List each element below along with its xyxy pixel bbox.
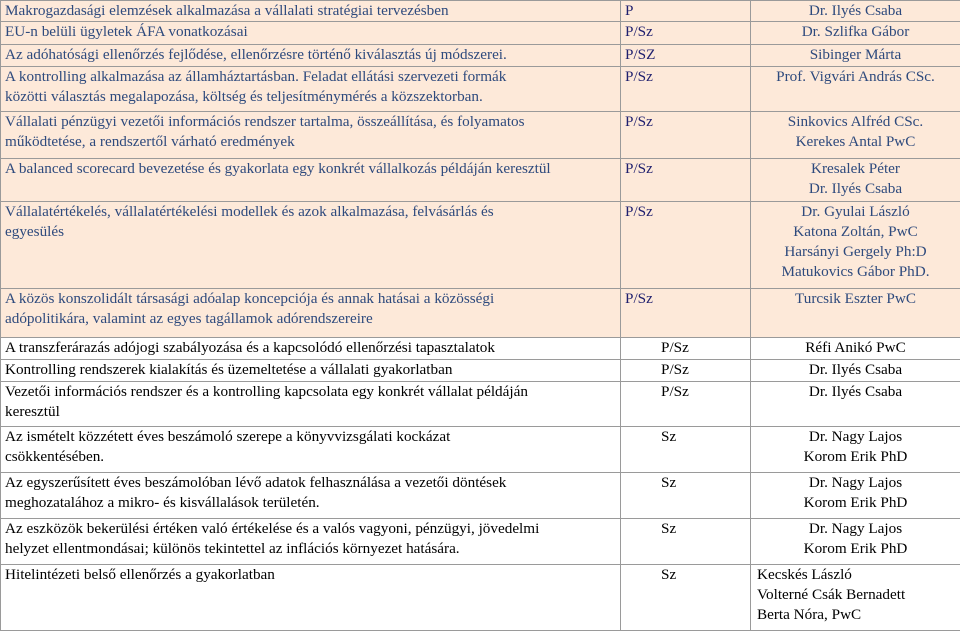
topic-title: Hitelintézeti belső ellenőrzés a gyakorlatban xyxy=(1,565,621,631)
lecturer-names: Turcsik Eszter PwC xyxy=(751,289,960,338)
lecturer-names: Dr. Nagy Lajos Korom Erik PhD xyxy=(751,427,960,473)
table-row xyxy=(1,519,960,565)
session-type: Sz xyxy=(621,473,751,519)
session-type: P/SZ xyxy=(621,45,751,67)
table-row xyxy=(1,338,960,360)
table-row xyxy=(1,45,960,67)
session-type: P/Sz xyxy=(621,338,751,360)
topic-title: A kontrolling alkalmazása az államháztartásban. Feladat ellátási szervezeti formák közötti választás megalapozása, költség és teljesítménymérés a közszektorban. xyxy=(1,67,621,112)
session-type: P/Sz xyxy=(621,67,751,112)
lecturer-names: Dr. Gyulai László Katona Zoltán, PwC Harsányi Gergely Ph:D Matukovics Gábor PhD. xyxy=(751,202,960,289)
lecturer-names: Dr. Ilyés Csaba xyxy=(751,382,960,427)
session-type: P/Sz xyxy=(621,382,751,427)
session-type: P/Sz xyxy=(621,360,751,382)
session-type: Sz xyxy=(621,519,751,565)
table-row xyxy=(1,1,960,22)
topic-title: A balanced scorecard bevezetése és gyakorlata egy konkrét vállalkozás példáján keresztül xyxy=(1,159,621,202)
topic-title: Az egyszerűsített éves beszámolóban lévő adatok felhasználása a vezetői döntések meghozatalához a mikro- és kisvállalások területén. xyxy=(1,473,621,519)
table-row xyxy=(1,360,960,382)
table-row xyxy=(1,473,960,519)
table-row xyxy=(1,202,960,289)
lecturer-names: Dr. Nagy Lajos Korom Erik PhD xyxy=(751,519,960,565)
session-type: P/Sz xyxy=(621,289,751,338)
lecturer-names: Dr. Ilyés Csaba xyxy=(751,1,960,22)
lecturer-names: Kecskés László Volterné Csák Bernadett Berta Nóra, PwC xyxy=(751,565,960,631)
table-row xyxy=(1,565,960,631)
table-row xyxy=(1,22,960,45)
table-row xyxy=(1,112,960,159)
table-row xyxy=(1,427,960,473)
session-type: Sz xyxy=(621,427,751,473)
lecturer-names: Sinkovics Alfréd CSc. Kerekes Antal PwC xyxy=(751,112,960,159)
lecturer-names: Dr. Nagy Lajos Korom Erik PhD xyxy=(751,473,960,519)
table-row xyxy=(1,159,960,202)
table-row xyxy=(1,289,960,338)
topic-title: Kontrolling rendszerek kialakítás és üzemeltetése a vállalati gyakorlatban xyxy=(1,360,621,382)
lecturer-names: Réfi Anikó PwC xyxy=(751,338,960,360)
topic-title: A közös konszolidált társasági adóalap koncepciója és annak hatásai a közösségi adópolitikára, valamint az egyes tagállamok adórendszereire xyxy=(1,289,621,338)
session-type: P/Sz xyxy=(621,202,751,289)
lecturer-names: Sibinger Márta xyxy=(751,45,960,67)
topic-title: Az adóhatósági ellenőrzés fejlődése, ellenőrzésre történő kiválasztás új módszerei. xyxy=(1,45,621,67)
session-type: P xyxy=(621,1,751,22)
topic-title: Vállalati pénzügyi vezetői információs rendszer tartalma, összeállítása, és folyamatos működtetése, a rendszertől várható eredmények xyxy=(1,112,621,159)
topic-title: Vezetői információs rendszer és a kontrolling kapcsolata egy konkrét vállalat példáján keresztül xyxy=(1,382,621,427)
topic-title: Makrogazdasági elemzések alkalmazása a vállalati stratégiai tervezésben xyxy=(1,1,621,22)
lecturer-names: Kresalek Péter Dr. Ilyés Csaba xyxy=(751,159,960,202)
session-type: P/Sz xyxy=(621,112,751,159)
lecturer-names: Prof. Vigvári András CSc. xyxy=(751,67,960,112)
topic-title: Vállalatértékelés, vállalatértékelési modellek és azok alkalmazása, felvásárlás és egyesülés xyxy=(1,202,621,289)
topic-title: Az eszközök bekerülési értéken való értékelése és a valós vagyoni, pénzügyi, jövedelmi helyzet ellentmondásai; különös tekintettel az inflációs környezet hatására. xyxy=(1,519,621,565)
table-row xyxy=(1,67,960,112)
lecturer-names: Dr. Ilyés Csaba xyxy=(751,360,960,382)
session-type: Sz xyxy=(621,565,751,631)
session-type: P/Sz xyxy=(621,159,751,202)
topic-title: Az ismételt közzétett éves beszámoló szerepe a könyvvizsgálati kockázat csökkentésében. xyxy=(1,427,621,473)
lecturer-names: Dr. Szlifka Gábor xyxy=(751,22,960,45)
session-type: P/Sz xyxy=(621,22,751,45)
topic-title: A transzferárazás adójogi szabályozása és a kapcsolódó ellenőrzési tapasztalatok xyxy=(1,338,621,360)
table-row xyxy=(1,382,960,427)
topic-title: EU-n belüli ügyletek ÁFA vonatkozásai xyxy=(1,22,621,45)
